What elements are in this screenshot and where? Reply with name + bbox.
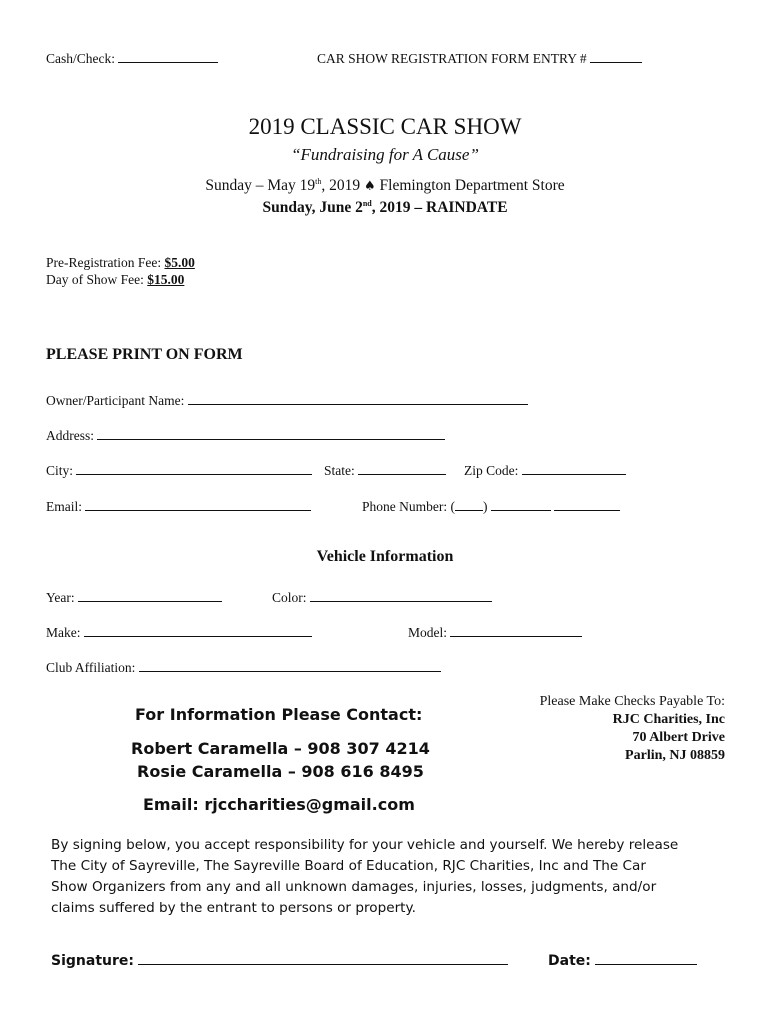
payable-name: RJC Charities, Inc xyxy=(612,712,725,727)
cash-check-input[interactable] xyxy=(118,48,218,63)
owner-input[interactable] xyxy=(188,390,528,405)
zip-field xyxy=(464,460,626,479)
event-date-line xyxy=(0,177,770,195)
date-input[interactable] xyxy=(595,950,697,965)
make-field xyxy=(46,622,312,641)
contact-email: Email: rjccharities@gmail.com xyxy=(143,795,415,814)
email-input[interactable] xyxy=(85,496,311,511)
city-field xyxy=(46,460,312,479)
signature-input[interactable] xyxy=(138,950,508,965)
phone-label: Phone Number: xyxy=(362,499,448,514)
color-input[interactable] xyxy=(310,587,492,602)
club-input[interactable] xyxy=(139,657,441,672)
day-of-show-value: $15.00 xyxy=(147,272,185,287)
vehicle-heading: Vehicle Information xyxy=(316,548,454,565)
waiver-line: By signing below, you accept responsibility for your vehicle and yourself. We hereby release xyxy=(51,837,679,853)
model-input[interactable] xyxy=(450,622,582,637)
waiver-line: claims suffered by the entrant to persons or property. xyxy=(51,900,416,916)
day-of-show-fee xyxy=(46,272,184,288)
state-input[interactable] xyxy=(358,460,446,475)
address-input[interactable] xyxy=(97,425,445,440)
color-field xyxy=(272,587,492,606)
make-input[interactable] xyxy=(84,622,312,637)
payable-city: Parlin, NJ 08859 xyxy=(625,748,725,763)
raindate-line xyxy=(0,199,770,217)
contact-heading: For Information Please Contact: xyxy=(135,705,423,724)
pre-registration-value: $5.00 xyxy=(164,255,195,270)
zip-input[interactable] xyxy=(522,460,626,475)
address-field xyxy=(46,425,445,444)
date-label: Date: xyxy=(548,953,591,969)
event-venue: Flemington Department Store xyxy=(379,177,565,194)
year-label: Year: xyxy=(46,590,75,605)
phone-area-open: ( xyxy=(450,499,455,514)
cash-check-label: Cash/Check: xyxy=(46,51,115,66)
year-input[interactable] xyxy=(78,587,222,602)
zip-label: Zip Code: xyxy=(464,463,519,478)
pre-registration-label: Pre-Registration Fee: xyxy=(46,255,162,270)
page-title: 2019 CLASSIC CAR SHOW xyxy=(248,114,522,139)
state-label: State: xyxy=(324,463,355,478)
pre-registration-fee xyxy=(46,255,195,271)
event-date: Sunday – May 19 xyxy=(205,177,316,194)
make-label: Make: xyxy=(46,625,81,640)
payable-block xyxy=(540,693,725,765)
waiver-text xyxy=(51,835,678,919)
city-label: City: xyxy=(46,463,74,478)
phone-field xyxy=(362,496,620,515)
state-field xyxy=(324,460,446,479)
entry-number-label: CAR SHOW REGISTRATION FORM ENTRY # xyxy=(317,51,587,66)
city-input[interactable] xyxy=(76,460,312,475)
model-label: Model: xyxy=(408,625,447,640)
model-field xyxy=(408,622,582,641)
signature-field xyxy=(51,950,508,969)
email-field xyxy=(46,496,311,515)
address-label: Address: xyxy=(46,428,94,443)
cash-check-field xyxy=(46,48,218,67)
contact-person-rosie: Rosie Caramella – 908 616 8495 xyxy=(137,762,424,781)
club-field xyxy=(46,657,441,676)
entry-number-field xyxy=(317,48,642,67)
waiver-line: The City of Sayreville, The Sayreville Board of Education, RJC Charities, Inc and The Car xyxy=(51,858,646,874)
owner-label: Owner/Participant Name: xyxy=(46,393,185,408)
email-label: Email: xyxy=(46,499,82,514)
contact-person-robert: Robert Caramella – 908 307 4214 xyxy=(131,739,430,758)
signature-label: Signature: xyxy=(51,953,134,969)
year-field xyxy=(46,587,222,606)
payable-label: Please Make Checks Payable To: xyxy=(539,694,725,709)
phone-line-input[interactable] xyxy=(554,496,620,511)
form-heading: PLEASE PRINT ON FORM xyxy=(46,346,243,363)
tagline: “Fundraising for A Cause” xyxy=(291,145,479,164)
raindate-suffix: , 2019 – RAINDATE xyxy=(371,199,508,216)
club-label: Club Affiliation: xyxy=(46,660,136,675)
payable-street: 70 Albert Drive xyxy=(632,730,725,745)
event-date-sup: th xyxy=(315,177,322,186)
phone-area-close: ) xyxy=(483,499,488,514)
raindate: Sunday, June 2 xyxy=(262,199,363,216)
owner-field xyxy=(46,390,528,409)
phone-area-input[interactable] xyxy=(455,496,483,511)
phone-prefix-input[interactable] xyxy=(491,496,551,511)
raindate-sup: nd xyxy=(362,199,372,208)
entry-number-input[interactable] xyxy=(590,48,642,63)
waiver-line: Show Organizers from any and all unknown damages, injuries, losses, judgments, and/or xyxy=(51,879,657,895)
day-of-show-label: Day of Show Fee: xyxy=(46,272,144,287)
date-field xyxy=(548,950,697,969)
event-year: , 2019 xyxy=(321,177,361,194)
color-label: Color: xyxy=(272,590,307,605)
spade-icon: ♠ xyxy=(364,179,376,194)
